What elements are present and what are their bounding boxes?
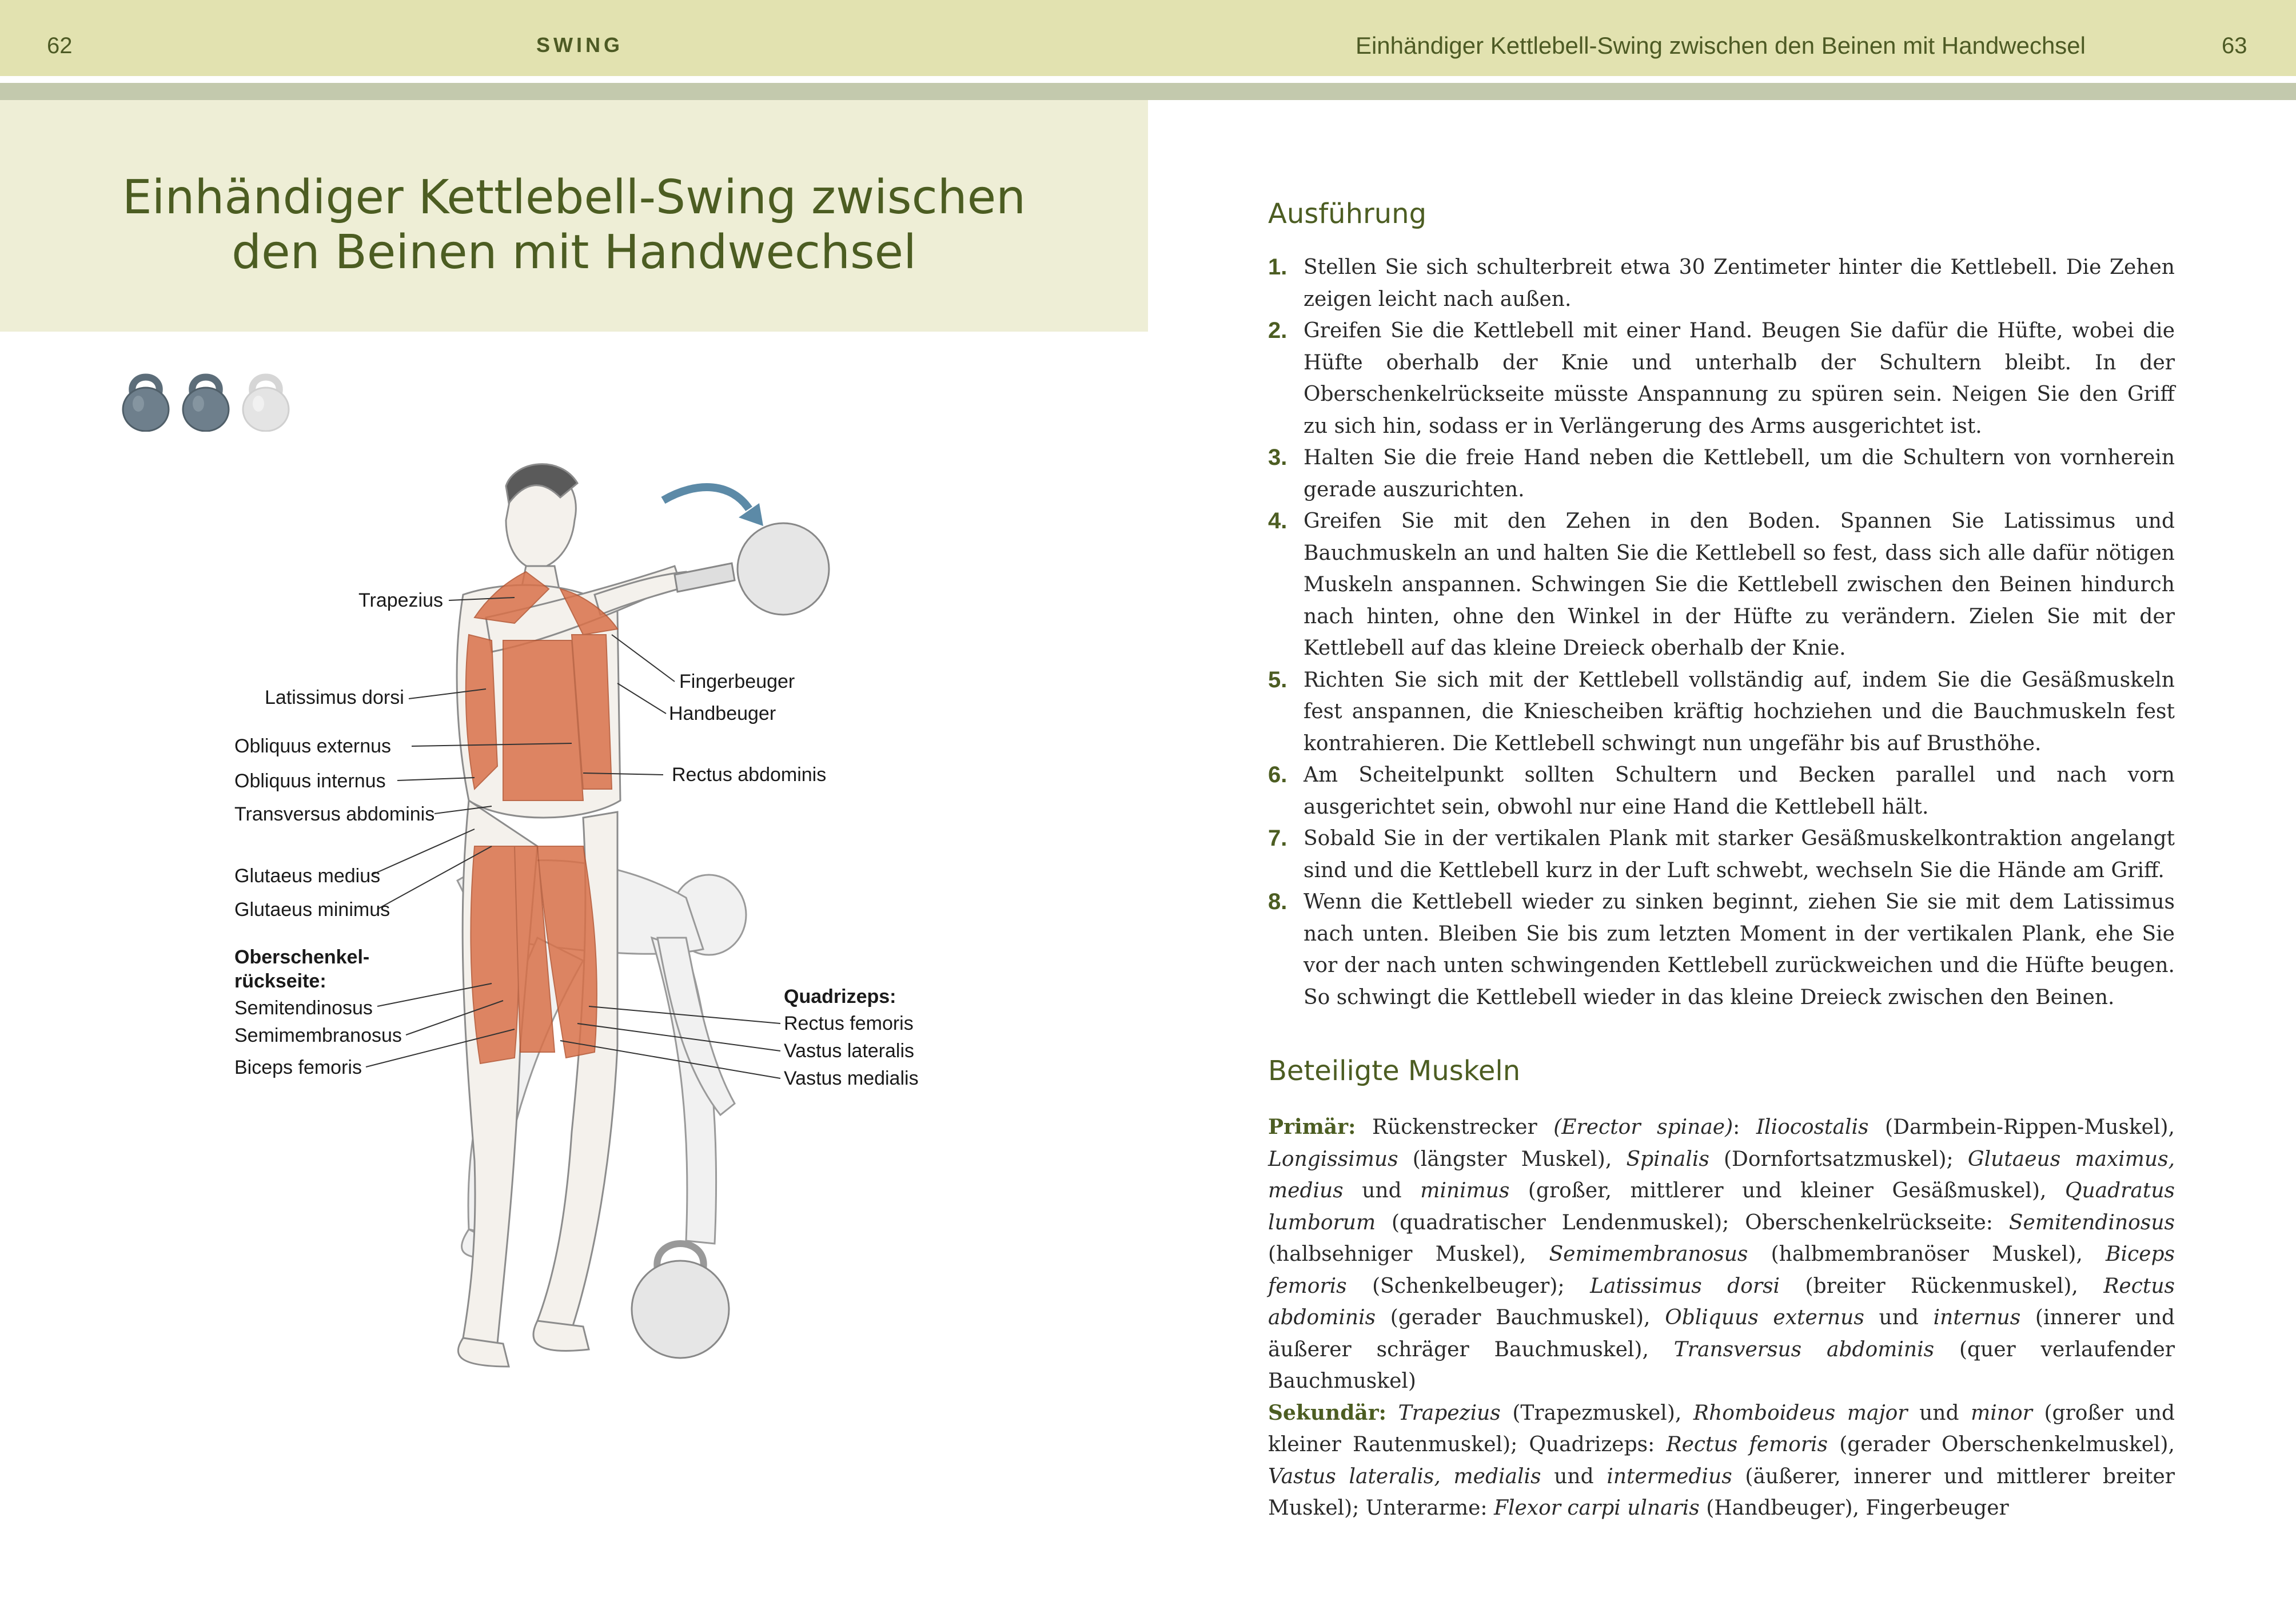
section-label: SWING xyxy=(536,33,623,57)
page-title-line-1: Einhändiger Kettlebell-Swing zwischen xyxy=(122,170,1026,225)
step-item xyxy=(1268,315,2175,442)
kettlebell-icon-1 xyxy=(120,366,172,432)
step-text: Wenn die Kettlebell wieder zu sinken beginnt, ziehen Sie sie mit dem Latissimus nach unten. Bleiben Sie bis zum letzten Moment in der vertikalen Plank, ehe Sie vor der nach unten schwingenden Kettlebell zurückweichen und die Hüfte beugen. So schwingt die Kettlebell wieder in das kleine Dreieck zwischen den Beinen. xyxy=(1304,890,2175,1009)
step-item xyxy=(1268,252,2175,315)
muscle-text-segment: (großer, mittlerer und kleiner Gesäßmuskel), xyxy=(1509,1179,2065,1202)
muscle-text-segment: (Dornfortsatzmuskel); xyxy=(1709,1147,1968,1171)
label-obliquus-internus: Obliquus internus xyxy=(234,770,386,792)
muscle-text-segment: Rhomboideus major xyxy=(1693,1401,1908,1425)
muscle-text-segment xyxy=(1386,1401,1398,1425)
step-item xyxy=(1268,664,2175,760)
label-latissimus-dorsi: Latissimus dorsi xyxy=(265,687,404,708)
heading-ausfuehrung: Ausführung xyxy=(1268,198,1427,230)
label-handbeuger: Handbeuger xyxy=(669,703,776,724)
step-item xyxy=(1268,886,2175,1013)
secondary-label: Sekundär: xyxy=(1268,1400,1386,1425)
primary-muscles xyxy=(1268,1112,2175,1397)
muscle-text-segment: : xyxy=(1733,1116,1756,1139)
label-biceps-femoris: Biceps femoris xyxy=(234,1057,362,1078)
label-vastus-lateralis: Vastus lateralis xyxy=(784,1040,915,1062)
muscle-text-segment: Latissimus dorsi xyxy=(1590,1274,1780,1298)
label-rectus-abdominis: Rectus abdominis xyxy=(672,764,827,786)
page-title-line-2: den Beinen mit Handwechsel xyxy=(232,225,916,280)
muscle-text-segment: Transversus abdominis xyxy=(1673,1337,1935,1361)
label-semimembranosus: Semimembranosus xyxy=(234,1025,402,1046)
step-text: Halten Sie die freie Hand neben die Kettlebell, um die Schultern von vornherein gerade auszurichten. xyxy=(1304,446,2175,501)
left-page-number: 62 xyxy=(47,33,73,58)
label-rectus-femoris: Rectus femoris xyxy=(784,1013,914,1034)
muscle-text-segment: Glutaeus maximus, medius xyxy=(1268,1147,2175,1202)
muscle-text-segment: intermedius xyxy=(1607,1464,1732,1488)
step-text: Richten Sie sich mit der Kettlebell vollständig auf, indem Sie die Gesäßmuskeln fest anspannen, die Kniescheiben kräftig hochziehen und die Bauchmuskeln fest kontrahieren. Die Kettlebell schwingt nun ungefähr bis auf Brusthöhe. xyxy=(1304,668,2175,755)
muscle-text-segment: und xyxy=(1541,1464,1607,1488)
muscle-text-segment: (großer und kleiner Rautenmuskel); Quadrizeps: xyxy=(1268,1401,2175,1456)
muscle-text-segment: (halbsehniger Muskel), xyxy=(1268,1242,1549,1266)
muscle-text-segment: Iliocostalis xyxy=(1756,1116,1869,1139)
muscle-text-segment: Semimembranosus xyxy=(1549,1242,1748,1266)
muscle-text-segment: (Darmbein-Rippen-Muskel), xyxy=(1868,1116,2175,1139)
steps-list xyxy=(1268,252,2175,1013)
step-number: 2. xyxy=(1268,318,1287,343)
step-text: Am Scheitelpunkt sollten Schultern und Becken parallel und nach vorn ausgerichtet sein, obwohl nur eine Hand die Kettlebell hält. xyxy=(1304,763,2175,819)
kettlebell-icon-3-empty xyxy=(240,366,292,432)
header-divider-white xyxy=(0,76,2296,83)
primary-label: Primär: xyxy=(1268,1115,1356,1139)
muscle-text-segment: (Schenkelbeuger); xyxy=(1346,1274,1591,1298)
secondary-muscles xyxy=(1268,1397,2175,1524)
label-oberschenkel-heading-1: Oberschenkel- xyxy=(234,946,370,968)
label-vastus-medialis: Vastus medialis xyxy=(784,1068,919,1089)
label-semitendinosus: Semitendinosus xyxy=(234,997,373,1019)
swing-arrow-icon xyxy=(663,487,749,509)
muscle-text-segment: Quadratus lumborum xyxy=(1268,1179,2175,1234)
muscle-text-segment: (gerader Bauchmuskel), xyxy=(1376,1306,1665,1329)
muscle-text-segment: Trapezius xyxy=(1398,1401,1501,1425)
muscle-text-segment: Flexor carpi ulnaris xyxy=(1493,1496,1700,1520)
muscle-text-segment: Longissimus xyxy=(1268,1147,1398,1171)
muscle-text-segment: Biceps femoris xyxy=(1268,1242,2175,1298)
step-number: 8. xyxy=(1268,889,1287,914)
step-text: Sobald Sie in der vertikalen Plank mit starker Gesäßmuskelkontraktion angelangt sind und die Kettlebell kurz in der Luft schwebt, wechseln Sie die Hände am Griff. xyxy=(1304,827,2175,882)
step-number: 6. xyxy=(1268,762,1287,787)
right-page-number: 63 xyxy=(2222,33,2247,58)
step-text: Greifen Sie mit den Zehen in den Boden. Spannen Sie Latissimus und Bauchmuskeln an und halten Sie die Kettlebell so fest, dass sich alle dafür nötigen Muskeln anspannen. Schwingen Sie die Kettlebell zwischen den Beinen hindurch nach hinten, ohne den Winkel in der Hüfte zu verändern. Zielen Sie mit der Kettlebell auf das kleine Dreieck oberhalb der Knie. xyxy=(1304,509,2175,660)
step-text: Stellen Sie sich schulterbreit etwa 30 Zentimeter hinter die Kettlebell. Die Zehen zeigen leicht nach außen. xyxy=(1304,256,2175,311)
step-text: Greifen Sie die Kettlebell mit einer Hand. Beugen Sie dafür die Hüfte, wobei die Hüfte oberhalb der Knie und unterhalb der Schultern bleibt. In der Oberschenkelrückseite müsste Anspannung zu spüren sein. Neigen Sie den Griff zu sich hin, sodass er in Verlängerung des Arms ausgerichtet ist. xyxy=(1304,319,2175,438)
muscle-text-segment: (Trapezmuskel), xyxy=(1500,1401,1693,1425)
kettlebell-icon-2 xyxy=(180,366,232,432)
muscle-text-segment: und xyxy=(1343,1179,1421,1202)
step-item xyxy=(1268,823,2175,886)
muscle-text-segment: Vastus lateralis, medialis xyxy=(1268,1464,1541,1488)
page-title xyxy=(0,170,1148,280)
label-transversus-abdominis: Transversus abdominis xyxy=(234,803,435,825)
muscle-text-segment: internus xyxy=(1933,1306,2021,1329)
label-oberschenkel-heading-2: rückseite: xyxy=(234,970,326,992)
muscle-text-segment: (Erector spinae) xyxy=(1553,1116,1733,1139)
muscle-text-segment: und xyxy=(1864,1306,1934,1329)
primary-muscles-text xyxy=(1268,1116,2175,1393)
muscle-text-segment: minor xyxy=(1971,1401,2032,1425)
muscle-text-segment: Semitendinosus xyxy=(2008,1210,2175,1234)
label-fingerbeuger: Fingerbeuger xyxy=(679,671,795,692)
muscle-text-segment: (breiter Rückenmuskel), xyxy=(1780,1274,2104,1298)
label-glutaeus-minimus: Glutaeus minimus xyxy=(234,899,390,921)
kettlebell-low xyxy=(632,1244,729,1358)
muscle-text-segment: minimus xyxy=(1420,1179,1510,1202)
muscle-text-segment: (Handbeuger), Fingerbeuger xyxy=(1699,1496,2009,1520)
step-number: 4. xyxy=(1268,508,1287,533)
muscle-text-segment: (gerader Oberschenkelmuskel), xyxy=(1828,1433,2175,1456)
step-number: 3. xyxy=(1268,445,1287,470)
heading-beteiligte-muskeln: Beteiligte Muskeln xyxy=(1268,1055,1521,1087)
muscle-text-segment: Rückenstrecker xyxy=(1356,1116,1554,1139)
step-item xyxy=(1268,505,2175,664)
step-item xyxy=(1268,759,2175,823)
label-quadrizeps-heading: Quadrizeps: xyxy=(784,986,896,1007)
muscle-text-segment: Rectus abdominis xyxy=(1268,1274,2175,1329)
muscle-text-segment: (halbmembranöser Muskel), xyxy=(1748,1242,2106,1266)
muscle-text-segment: Spinalis xyxy=(1626,1147,1709,1171)
muscle-text-segment: (quadratischer Lendenmuskel); Oberschenkelrückseite: xyxy=(1376,1210,2009,1234)
kettlebell-high xyxy=(675,523,829,615)
step-number: 1. xyxy=(1268,254,1287,280)
muscle-text-segment: (quer verlaufender Bauchmuskel) xyxy=(1268,1337,2175,1393)
running-title: Einhändiger Kettlebell-Swing zwischen den Beinen mit Handwechsel xyxy=(1355,32,2086,59)
label-glutaeus-medius: Glutaeus medius xyxy=(234,865,381,887)
label-obliquus-externus: Obliquus externus xyxy=(234,735,392,757)
step-number: 7. xyxy=(1268,826,1287,851)
muscle-text-segment: (längster Muskel), xyxy=(1398,1147,1627,1171)
muscle-list xyxy=(1268,1112,2175,1524)
muscle-text-segment: Rectus femoris xyxy=(1666,1433,1828,1456)
muscle-text-segment: Obliquus externus xyxy=(1665,1306,1864,1329)
label-trapezius: Trapezius xyxy=(358,590,444,611)
step-number: 5. xyxy=(1268,667,1287,692)
secondary-muscles-text xyxy=(1268,1401,2175,1520)
muscle-text-segment: (äußerer, innerer und mittlerer breiter Muskel); Unterarme: xyxy=(1268,1464,2175,1520)
muscle-text-segment: (innerer und äußerer schräger Bauchmuskel), xyxy=(1268,1306,2175,1361)
muscle-text-segment: und xyxy=(1907,1401,1971,1425)
header-divider-green xyxy=(0,83,2296,100)
step-item xyxy=(1268,442,2175,505)
